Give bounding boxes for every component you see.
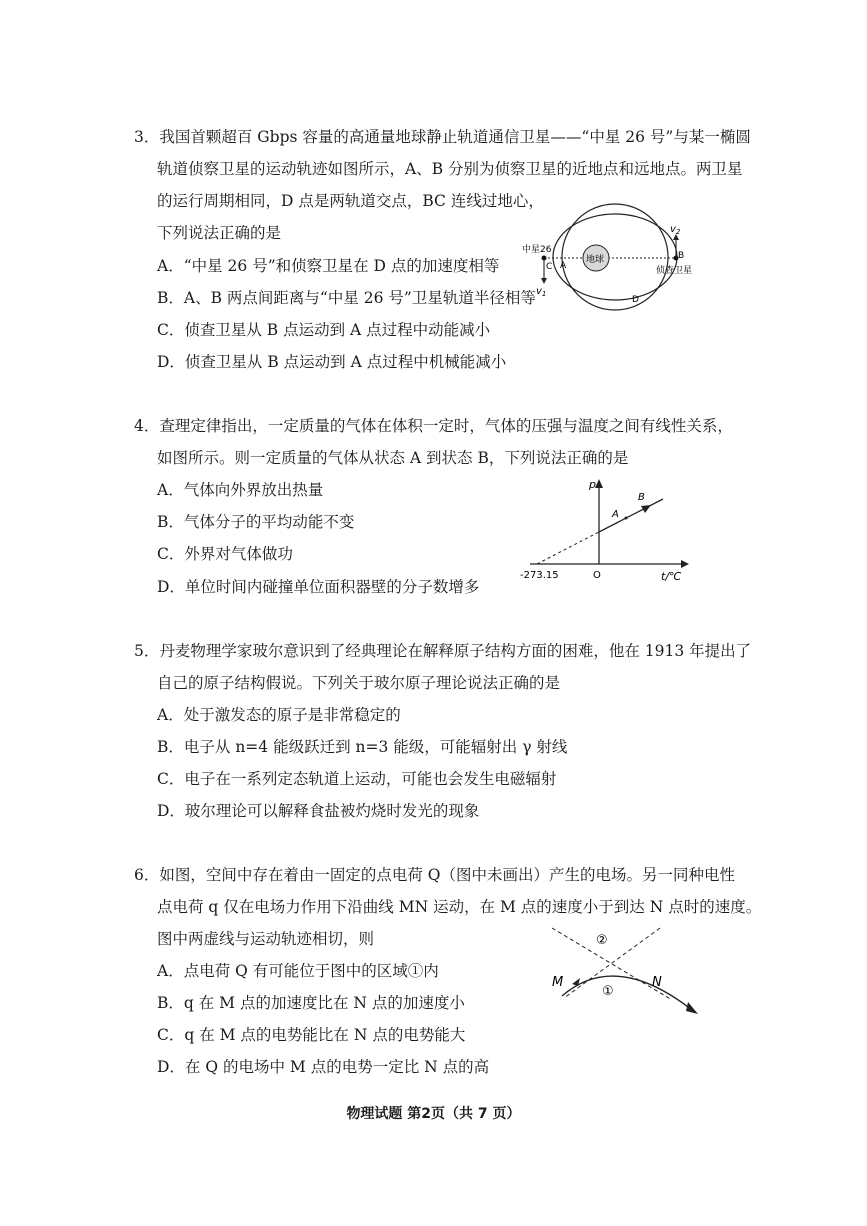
point-a-label: A (560, 261, 567, 271)
q6-trajectory-figure (540, 922, 705, 1022)
spy-orbit (553, 214, 677, 300)
q6-option-b: B．q 在 M 点的加速度比在 N 点的加速度小 (157, 994, 465, 1012)
v2-label: $v_2$ (670, 224, 681, 236)
q3-option-b: B．A、B 两点间距离与“中星 26 号”卫星轨道半径相等 (157, 289, 536, 307)
q3-orbit-figure (520, 200, 700, 312)
q4-pt-graph (515, 474, 695, 586)
q5-number: 5． (134, 642, 160, 660)
q4-option-b: B．气体分子的平均动能不变 (157, 513, 355, 531)
q4-option-c: C．外界对气体做功 (157, 545, 293, 563)
pt-line (599, 499, 663, 532)
trajectory-mn (562, 976, 692, 1010)
earth-label: 地球 (586, 255, 605, 265)
q4-option-d: D．单位时间内碰撞单位面积器壁的分子数增多 (157, 578, 480, 596)
q5-line-2: 自己的原子结构假说。下列关于玻尔原子理论说法正确的是 (157, 674, 561, 692)
state-a-dot (625, 517, 628, 520)
q3-number: 3． (134, 128, 160, 146)
q5-option-c: C．电子在一系列定态轨道上运动，可能也会发生电磁辐射 (157, 770, 557, 788)
q3-line-2: 轨道侦察卫星的运动轨迹如图所示，A、B 分别为侦察卫星的近地点和远地点。两卫星 (157, 160, 743, 178)
extrapolation-line (537, 532, 599, 564)
q3-option-d: D．侦查卫星从 B 点运动到 A 点过程中机械能减小 (157, 353, 507, 371)
region-2-label: ② (596, 933, 608, 948)
q6-line-2: 点电荷 q 仅在电场力作用下沿曲线 MN 运动，在 M 点的速度小于到达 N 点时的速度。 (157, 898, 762, 916)
q6-option-c: C．q 在 M 点的电势能比在 N 点的电势能大 (157, 1026, 466, 1044)
q3-option-a: A．“中星 26 号”和侦察卫星在 D 点的加速度相等 (157, 257, 500, 275)
state-b-label: B (638, 492, 645, 503)
p-axis-label: p (589, 478, 596, 491)
state-a-label: A (612, 509, 619, 520)
v1-arrowhead (541, 278, 547, 284)
origin-label: O (593, 570, 601, 581)
t-axis-arrowhead (681, 560, 689, 568)
point-d-label: D (632, 295, 639, 305)
region-1-label: ① (602, 984, 614, 999)
q6-number: 6． (134, 866, 160, 884)
q5-option-b: B．电子从 n=4 能级跃迁到 n=3 能级，可能辐射出 γ 射线 (157, 738, 568, 756)
q3-option-c: C．侦查卫星从 B 点运动到 A 点过程中动能减小 (157, 321, 491, 339)
geo-orbit (562, 204, 668, 310)
trajectory-arrowhead (686, 1002, 698, 1014)
point-c-label: C (546, 262, 553, 272)
q6-line-1: 6．如图，空间中存在着由一固定的点电荷 Q（图中未画出）产生的电场。另一同种电性 (134, 866, 736, 884)
x-intercept-label: -273.15 (520, 570, 559, 581)
point-m-label: M (552, 975, 564, 990)
q4-line-1: 4．查理定律指出，一定质量的气体在体积一定时，气体的压强与温度之间有线性关系， (134, 417, 733, 435)
q5-option-d: D．玻尔理论可以解释食盐被灼烧时发光的现象 (157, 802, 480, 820)
q4-option-a: A．气体向外界放出热量 (157, 481, 324, 499)
spy-label: 侦查卫星 (656, 266, 693, 276)
p-axis-arrowhead (595, 479, 603, 488)
v1-label: $v_1$ (536, 286, 547, 298)
q6-option-d: D．在 Q 的电场中 M 点的电势一定比 N 点的高 (157, 1058, 490, 1076)
q5-option-a: A．处于激发态的原子是非常稳定的 (157, 706, 401, 724)
page-footer: 物理试题 第2页（共 7 页） (346, 1106, 521, 1122)
q4-number: 4． (134, 417, 160, 435)
sat26-label: 中星26 (522, 245, 552, 255)
q6-line-3: 图中两虚线与运动轨迹相切，则 (157, 930, 375, 948)
t-axis-label: t/℃ (661, 570, 682, 583)
q3-line-1: 3．我国首颗超百 Gbps 容量的高通量地球静止轨道通信卫星——“中星 26 号”与某一椭圆 (134, 128, 751, 146)
point-n-label: N (652, 975, 662, 990)
point-b-label: B (678, 251, 685, 261)
q4-line-2: 如图所示。则一定质量的气体从状态 A 到状态 B，下列说法正确的是 (157, 449, 629, 467)
q5-line-1: 5．丹麦物理学家玻尔意识到了经典理论在解释原子结构方面的困难，他在 1913 年提出了 (134, 642, 752, 660)
q3-line-4: 下列说法正确的是 (157, 224, 282, 242)
q3-line-3: 的运行周期相同，D 点是两轨道交点，BC 连线过地心， (157, 192, 544, 210)
q6-option-a: A．点电荷 Q 有可能位于图中的区域①内 (157, 962, 439, 980)
